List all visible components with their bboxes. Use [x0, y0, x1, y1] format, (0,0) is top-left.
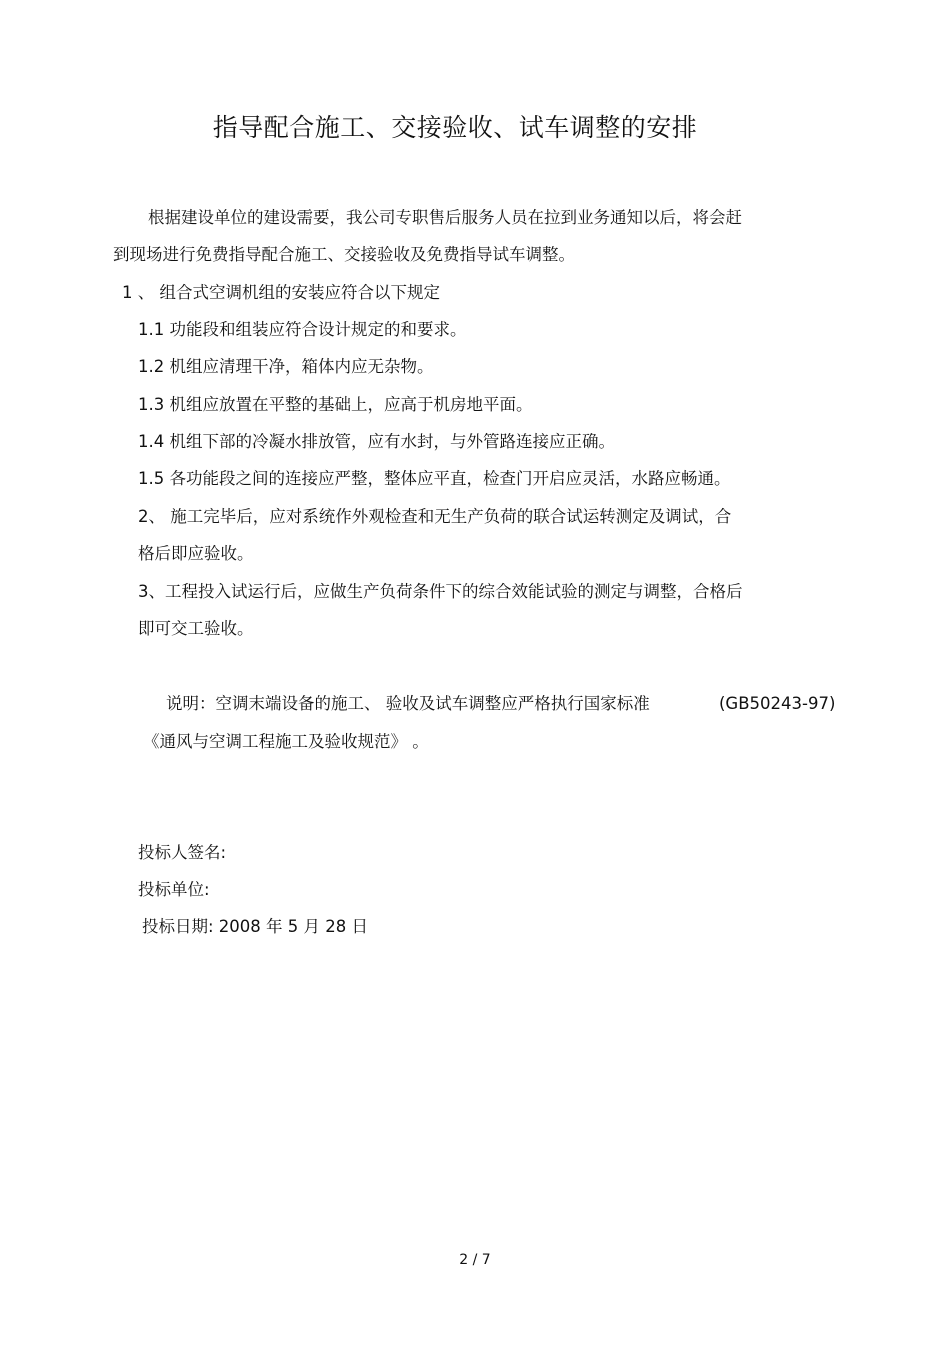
bid-unit-label: 投标单位:: [138, 880, 210, 899]
bid-date: 投标日期: 2008 年 5 月 28 日: [142, 917, 369, 936]
section-3-line-1: 3、工程投入试运行后，应做生产负荷条件下的综合效能试验的测定与调整，合格后: [138, 582, 743, 601]
section-3-line-2: 即可交工验收。: [138, 619, 254, 638]
note-line-1: 说明：空调末端设备的施工、 验收及试车调整应严格执行国家标准: [166, 694, 650, 713]
section-1-item: 1.3 机组应放置在平整的基础上，应高于机房地平面。: [138, 395, 533, 414]
intro-line-2: 到现场进行免费指导配合施工、交接验收及免费指导试车调整。: [113, 245, 575, 264]
section-2-line-2: 格后即应验收。: [138, 544, 254, 563]
signer-label: 投标人签名:: [138, 843, 227, 862]
section-2-line-1: 2、 施工完毕后，应对系统作外观检查和无生产负荷的联合试运转测定及调试，合: [138, 507, 732, 526]
intro-line-1: 根据建设单位的建设需要，我公司专职售后服务人员在拉到业务通知以后，将会赶: [148, 208, 742, 227]
section-1-item: 1.1 功能段和组装应符合设计规定的和要求。: [138, 320, 467, 339]
section-1-item: 1.2 机组应清理干净，箱体内应无杂物。: [138, 357, 434, 376]
section-1-heading: 1 、 组合式空调机组的安装应符合以下规定: [122, 283, 440, 302]
note-standard-code: (GB50243-97): [719, 694, 836, 713]
document-title: 指导配合施工、交接验收、试车调整的安排: [212, 113, 698, 142]
page-indicator: 2 / 7: [459, 1252, 491, 1268]
note-line-2: 《通风与空调工程施工及验收规范》 。: [143, 732, 429, 751]
section-1-item: 1.5 各功能段之间的连接应严整，整体应平直，检查门开启应灵活，水路应畅通。: [138, 469, 731, 488]
section-1-item: 1.4 机组下部的冷凝水排放管，应有水封，与外管路连接应正确。: [138, 432, 615, 451]
